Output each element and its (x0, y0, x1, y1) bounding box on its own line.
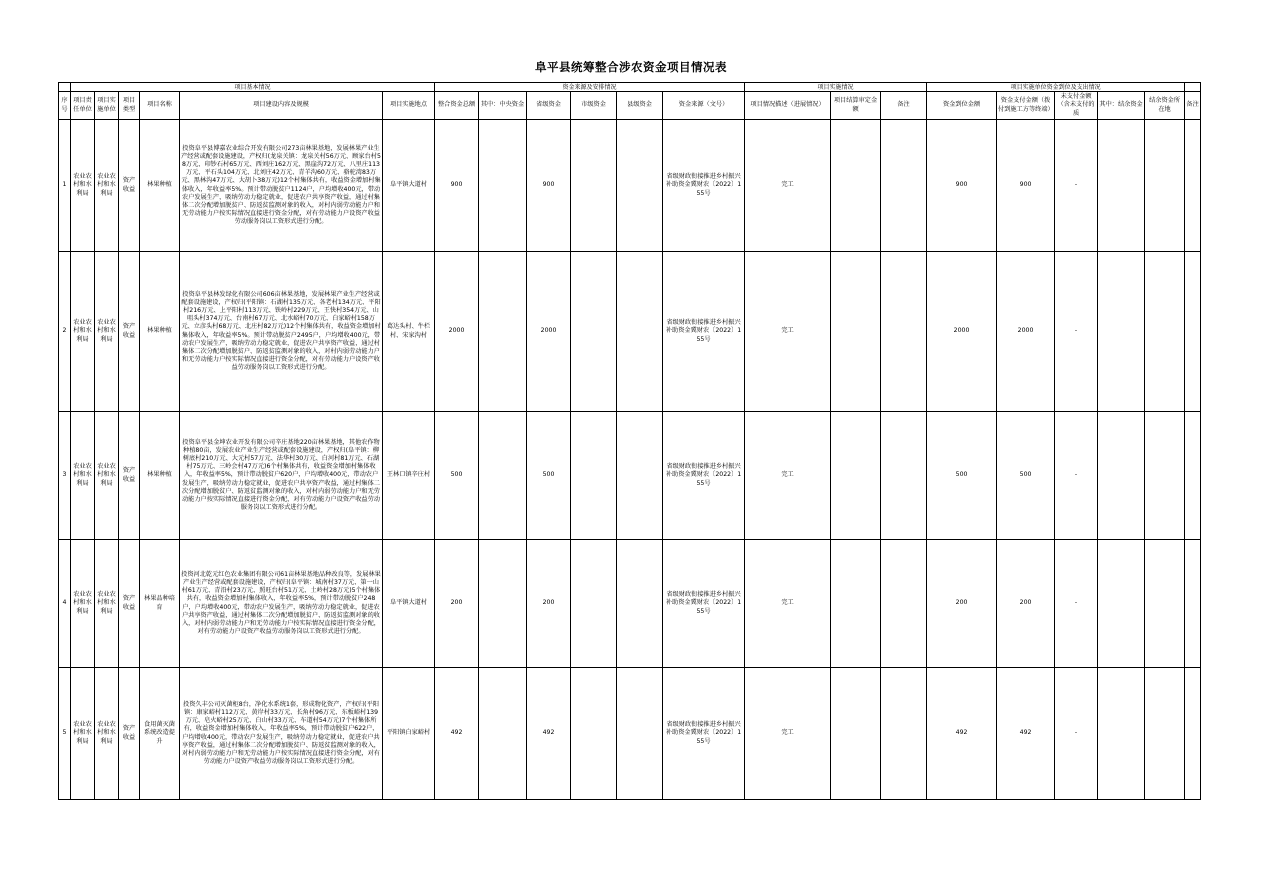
cell-source: 省级财政衔接推进乡村振兴补助资金冀财农〔2022〕155号 (663, 412, 745, 540)
cell-remark2 (1185, 252, 1201, 412)
cell-location: 阜平镇大道村 (383, 120, 435, 252)
header-paid: 资金支付金额（拨付到施工方等终端） (997, 92, 1055, 120)
cell-arrived: 492 (927, 668, 997, 800)
cell-central (479, 540, 527, 668)
header-seq: 序号 (59, 92, 71, 120)
cell-central (479, 668, 527, 800)
cell-unpaid: - (1055, 120, 1098, 252)
table-row (59, 540, 1201, 668)
cell-content (180, 412, 383, 540)
header-balance-loc: 结余资金所在地 (1145, 92, 1185, 120)
cell-seq: 3 (59, 412, 71, 540)
header-resp-unit: 项目责任单位 (71, 92, 95, 120)
group-unit: 项目实施单位资金到位及支出情况 (927, 83, 1185, 92)
header-balance: 其中：结余资金 (1098, 92, 1145, 120)
cell-total: 200 (435, 540, 479, 668)
cell-paid: 900 (997, 120, 1055, 252)
cell-paid: 500 (997, 412, 1055, 540)
cell-paid: 492 (997, 668, 1055, 800)
cell-city (571, 540, 617, 668)
cell-central (479, 412, 527, 540)
cell-total: 492 (435, 668, 479, 800)
cell-resp-unit: 农业农村和水利局 (71, 252, 95, 412)
header-county: 县级资金 (617, 92, 663, 120)
cell-county (617, 412, 663, 540)
cell-unpaid: - (1055, 668, 1098, 800)
cell-settle (831, 412, 881, 540)
cell-type: 资产收益 (119, 120, 140, 252)
cell-balance-loc (1145, 252, 1185, 412)
cell-county (617, 252, 663, 412)
cell-impl-unit: 农业农村和水利局 (95, 120, 119, 252)
cell-progress: 完工 (745, 252, 831, 412)
content-text: 投资阜平县林发绿化有限公司606亩林果基地，发展林果产业生产经营或配套设施建设，产权归(平阳镇：石湖村135万元、各老村134万元、平阳村216万元、上平阳村113万元、铁岭村229万元、王快村354万元、山咀头村374万元、台南村67万元、北水峪村70万元、白家峪村158万元、立彦头村68万元、北庄村82万元)12个村集体共有，收益资金增加村集体收入，年收益率5%。预计带动脱贫户2495户，户均增收400元，带动农户发展生产，吸纳劳动力稳定就业，促进农户共享资产收益，通过村集体二次分配增加脱贫户、防返贫监测对象的收入，对村内弱劳动能力户和无劳动能力户按实际情况直接进行资金分配，对有劳动能力户设资产收益劳动服务岗以工资形式进行分配。 (181, 291, 381, 371)
sheet-title: 阜平县统筹整合涉农资金项目情况表 (535, 60, 727, 74)
cell-city (571, 252, 617, 412)
header-city: 市级资金 (571, 92, 617, 120)
cell-remark2 (1185, 540, 1201, 668)
group-impl: 项目实施情况 (745, 83, 927, 92)
header-remark2: 备注 (1185, 92, 1201, 120)
table-row (59, 412, 1201, 540)
cell-settle (831, 120, 881, 252)
header-content: 项目建设内容及规模 (180, 92, 383, 120)
cell-type: 资产收益 (119, 412, 140, 540)
cell-paid: 200 (997, 540, 1055, 668)
header-progress: 项目情况描述（进展情况） (745, 92, 831, 120)
cell-remark2 (1185, 668, 1201, 800)
header-total: 整合资金总额 (435, 92, 479, 120)
cell-arrived: 500 (927, 412, 997, 540)
cell-impl-unit: 农业农村和水利局 (95, 252, 119, 412)
cell-content (180, 252, 383, 412)
cell-remark2 (1185, 412, 1201, 540)
content-text: 投资河北乾元红色农业集团有限公司61亩林果基地品种改良等，发展林果产业生产经营或配套设施建设，产权归(阜平镇：城南村37万元、第一山村61万元、青沿村23万元、照旺台村51万元、土岭村28万元)5个村集体共有，收益资金增加村集体收入，年收益率5%，预计带动脱贫户248户，户均增收400元，带动农户发展生产，吸纳劳动力稳定就业，促进农户共享资产收益，通过村集体二次分配增加脱贫户、防返贫监测对象的收入，对村内弱劳动能力户和无劳动能力户按实际情况直接进行资金分配，对有劳动能力户设资产收益劳动服务岗以工资形式进行分配。 (181, 571, 381, 635)
cell-central (479, 120, 527, 252)
cell-source: 省级财政衔接推进乡村振兴补助资金冀财农〔2022〕155号 (663, 668, 745, 800)
cell-balance-loc (1145, 668, 1185, 800)
cell-county (617, 540, 663, 668)
cell-name: 林果种植 (140, 252, 180, 412)
cell-progress: 完工 (745, 120, 831, 252)
header-location: 项目实施地点 (383, 92, 435, 120)
cell-arrived: 900 (927, 120, 997, 252)
cell-remark (881, 412, 927, 540)
cell-paid: 2000 (997, 252, 1055, 412)
cell-remark (881, 668, 927, 800)
header-arrived: 资金到位金额 (927, 92, 997, 120)
cell-balance-loc (1145, 120, 1185, 252)
table-row (59, 120, 1201, 252)
header-unpaid: 未支付金额（含未支付的质 (1055, 92, 1098, 120)
cell-total: 500 (435, 412, 479, 540)
cell-progress: 完工 (745, 412, 831, 540)
content-text: 投资阜平县金坤农业开发有限公司辛庄基地220亩林果基地，其他农作物种植80亩，发展农业产业生产经营或配套设施建设，产权归(阜平镇：柳树底村210万元、大元村57万元、法华村30万元、白河村81万元、石湖村75万元、三岭会村47万元)6个村集体共有，收益资金增加村集体收入，年收益率5%，预计带动脱贫户620户，户均增收400元，带动农户发展生产，吸纳劳动力稳定就业，促进农户共享资产收益，通过村集体二次分配增加脱贫户、防返贫监测对象的收入，对村内弱劳动能力户和无劳动能力户按实际情况直接进行资金分配，对有劳动能力户设资产收益劳动服务岗以工资形式进行分配。 (182, 439, 380, 511)
cell-provincial: 2000 (527, 252, 571, 412)
cell-unpaid: - (1055, 252, 1098, 412)
cell-arrived: 2000 (927, 252, 997, 412)
cell-impl-unit: 农业农村和水利局 (95, 540, 119, 668)
cell-location: 阜平镇大道村 (383, 540, 435, 668)
table-row (59, 252, 1201, 412)
group-empty (1185, 83, 1201, 92)
cell-provincial: 492 (527, 668, 571, 800)
cell-impl-unit: 农业农村和水利局 (95, 668, 119, 800)
group-header-row (59, 83, 1201, 92)
cell-remark (881, 540, 927, 668)
cell-content (180, 540, 383, 668)
cell-remark (881, 252, 927, 412)
cell-balance (1098, 668, 1145, 800)
cell-source: 省级财政衔接推进乡村振兴补助资金冀财农〔2022〕155号 (663, 252, 745, 412)
cell-resp-unit: 农业农村和水利局 (71, 120, 95, 252)
cell-resp-unit: 农业农村和水利局 (71, 412, 95, 540)
cell-balance-loc (1145, 412, 1185, 540)
header-remark: 备注 (881, 92, 927, 120)
table-row (59, 668, 1201, 800)
cell-city (571, 120, 617, 252)
header-central: 其中：中央资金 (479, 92, 527, 120)
cell-seq: 4 (59, 540, 71, 668)
cell-provincial: 900 (527, 120, 571, 252)
header-type: 项目类型 (119, 92, 140, 120)
cell-balance (1098, 252, 1145, 412)
content-text: 投资久丰公司灭菌柜8台，净化水系统1套，形成物化资产，产权归(平阳镇：康家峪村112万元、黄岸村33万元、长角村96万元、东板峪村139万元、皂火峪村25万元、白山村33万元、车道村54万元)7个村集体所有，收益资金增加村集体收入，年收益率5%，预计带动脱贫户622户，户均增收400元，带动农户发展生产，吸纳劳动力稳定就业，促进农户共享资产收益，通过村集体二次分配增加脱贫户、防返贫监测对象的收入，对村内弱劳动能力户和无劳动能力户按实际情况直接进行资金分配，对有劳动能力户设资产收益劳动服务岗以工资形式进行分配。 (182, 701, 380, 765)
cell-county (617, 120, 663, 252)
cell-seq: 1 (59, 120, 71, 252)
cell-balance-loc (1145, 540, 1185, 668)
cell-provincial: 200 (527, 540, 571, 668)
cell-impl-unit: 农业农村和水利局 (95, 412, 119, 540)
cell-location: 葛达头村、牛栏村、宋家沟村 (383, 252, 435, 412)
cell-unpaid: - (1055, 412, 1098, 540)
cell-settle (831, 540, 881, 668)
cell-location: 平阳镇白家峪村 (383, 668, 435, 800)
cell-content (180, 668, 383, 800)
cell-total: 2000 (435, 252, 479, 412)
cell-location: 王林口镇辛庄村 (383, 412, 435, 540)
cell-central (479, 252, 527, 412)
cell-seq: 2 (59, 252, 71, 412)
cell-total: 900 (435, 120, 479, 252)
cell-city (571, 668, 617, 800)
cell-balance (1098, 120, 1145, 252)
cell-unpaid: - (1055, 540, 1098, 668)
cell-name: 食用菌灭菌系统改造提升 (140, 668, 180, 800)
header-impl-unit: 项目实施单位 (95, 92, 119, 120)
cell-provincial: 500 (527, 412, 571, 540)
cell-content (180, 120, 383, 252)
cell-arrived: 200 (927, 540, 997, 668)
column-header-row (59, 92, 1201, 120)
corner-cell (59, 83, 71, 92)
cell-settle (831, 668, 881, 800)
cell-progress: 完工 (745, 668, 831, 800)
cell-remark (881, 120, 927, 252)
header-settle: 项目结算审定金额 (831, 92, 881, 120)
header-provincial: 省级资金 (527, 92, 571, 120)
cell-type: 资产收益 (119, 668, 140, 800)
cell-source: 省级财政衔接推进乡村振兴补助资金冀财农〔2022〕155号 (663, 120, 745, 252)
cell-settle (831, 252, 881, 412)
header-name: 项目名称 (140, 92, 180, 120)
cell-name: 林果种植 (140, 412, 180, 540)
cell-balance (1098, 540, 1145, 668)
cell-type: 资产收益 (119, 252, 140, 412)
group-basic: 项目基本情况 (71, 83, 435, 92)
cell-resp-unit: 农业农村和水利局 (71, 668, 95, 800)
cell-progress: 完工 (745, 540, 831, 668)
cell-balance (1098, 412, 1145, 540)
project-table (58, 82, 1201, 800)
cell-type: 资产收益 (119, 540, 140, 668)
header-source: 资金来源（文号） (663, 92, 745, 120)
cell-source: 省级财政衔接推进乡村振兴补助资金冀财农〔2022〕155号 (663, 540, 745, 668)
cell-name: 林果品种培育 (140, 540, 180, 668)
cell-resp-unit: 农业农村和水利局 (71, 540, 95, 668)
cell-county (617, 668, 663, 800)
content-text: 投资阜平县博嘉农业综合开发有限公司273亩林果基地，发展林果产业生产经营或配套设施建设，产权归(龙泉关镇：龙泉关村56万元、顾家台村58万元、印钞石村65万元、西刘庄162万元、黑崖沟72万元、八里庄113万元、平石头104万元、北刘庄42万元、青羊沟60万元、骆驼湾83万元、黑林沟47万元、大胡卜38万元)12个村集体共有，收益资金增加村集体收入，年收益率5%。预计带动脱贫户1124户，户均增收400元，带动农户发展生产，吸纳劳动力稳定就业，促进农户共享资产收益，通过村集体二次分配增加脱贫户、防返贫监测对象的收入，对村内弱劳动能力户和无劳动能力户按实际情况直接进行资金分配，对有劳动能力户设资产收益劳动服务岗以工资形式进行分配。 (181, 145, 381, 225)
cell-seq: 5 (59, 668, 71, 800)
cell-remark2 (1185, 120, 1201, 252)
cell-city (571, 412, 617, 540)
group-funds: 资金来源及安排情况 (435, 83, 745, 92)
cell-name: 林果种植 (140, 120, 180, 252)
